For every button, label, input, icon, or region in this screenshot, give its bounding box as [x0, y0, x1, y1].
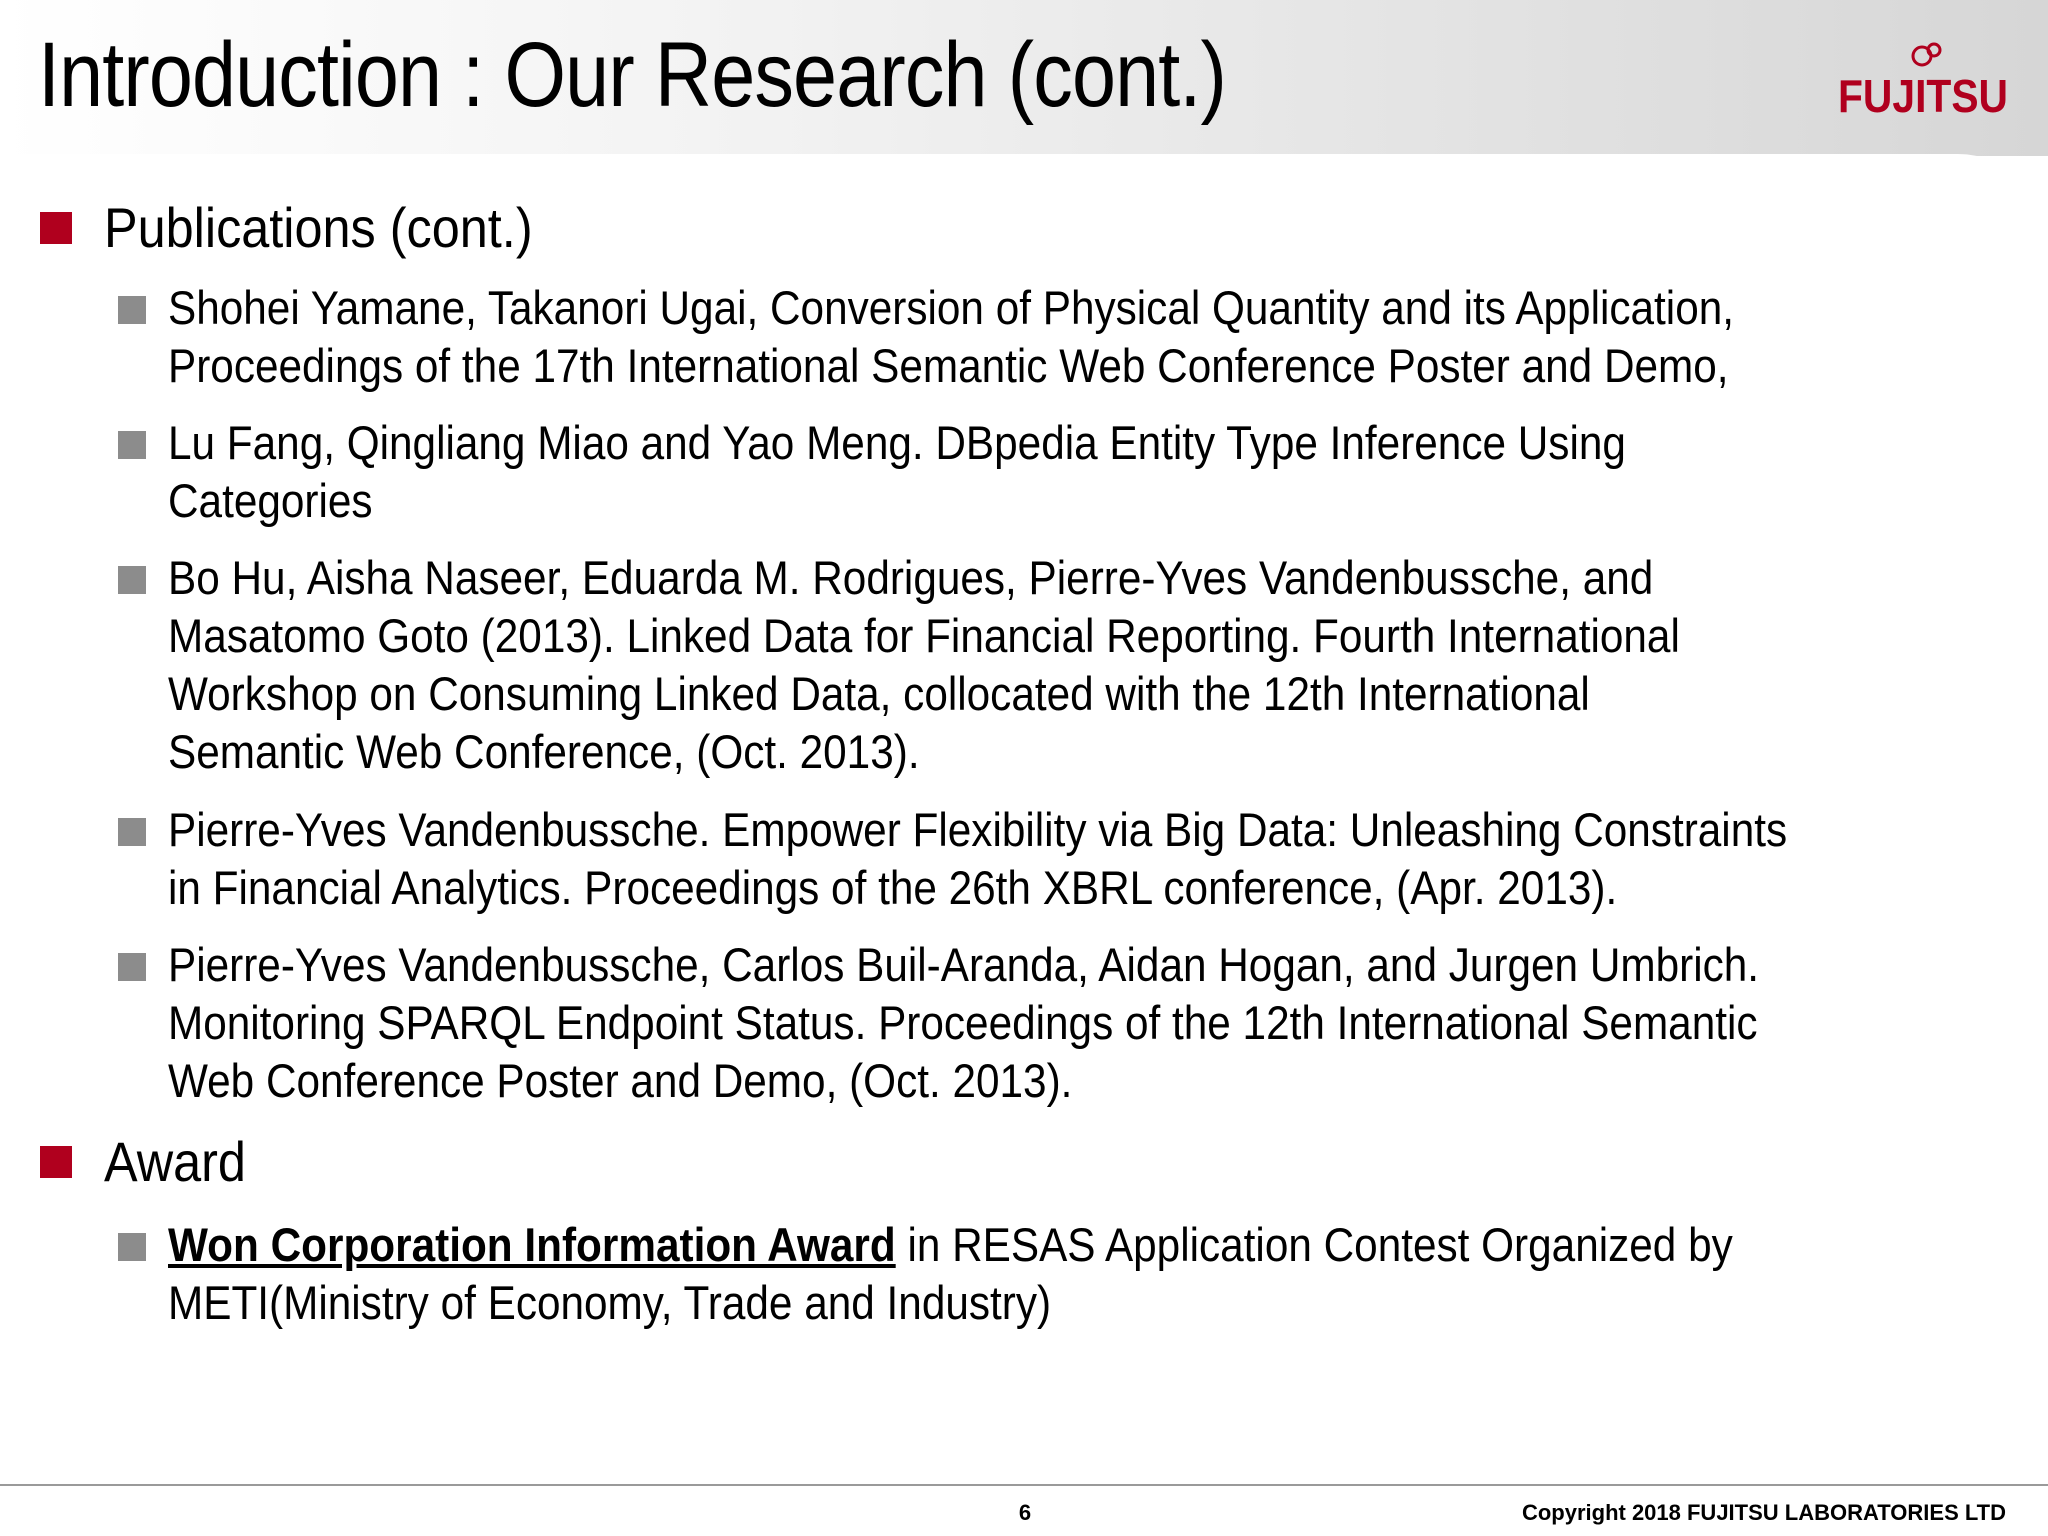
- gray-bullet-icon: [118, 1233, 146, 1261]
- publication-line: Monitoring SPARQL Endpoint Status. Proceedings of the 12th International Semantic: [168, 996, 1758, 1049]
- gray-bullet-icon: [118, 953, 146, 981]
- copyright-notice: Copyright 2018 FUJITSU LABORATORIES LTD: [1521, 1500, 2006, 1525]
- fujitsu-logo-wordmark: FUJITSU: [1838, 70, 2008, 122]
- award-title: Won Corporation Information Award: [168, 1218, 896, 1271]
- publication-line: Categories: [168, 474, 373, 527]
- publication-item: [118, 549, 2018, 781]
- award-item: [118, 1216, 2018, 1332]
- page-number: 6: [1018, 1500, 1032, 1525]
- footer-divider: [0, 1484, 2048, 1486]
- section-heading: Award: [104, 1130, 246, 1193]
- award-line: [168, 1216, 1733, 1274]
- publication-line: Semantic Web Conference, (Oct. 2013).: [168, 725, 920, 778]
- gray-bullet-icon: [118, 431, 146, 459]
- publication-line: Workshop on Consuming Linked Data, collocated with the 12th International: [168, 667, 1590, 720]
- fujitsu-logo: [1838, 40, 2018, 130]
- slide-title: Introduction : Our Research (cont.): [38, 24, 1226, 126]
- gray-bullet-icon: [118, 818, 146, 846]
- publication-item: [118, 279, 2018, 395]
- red-bullet-icon: [40, 212, 72, 244]
- section-heading: Publications (cont.): [104, 196, 533, 259]
- gray-bullet-icon: [118, 296, 146, 324]
- publication-line: Pierre-Yves Vandenbussche, Carlos Buil-Aranda, Aidan Hogan, and Jurgen Umbrich.: [168, 938, 1760, 991]
- publication-item: [118, 414, 2018, 530]
- red-bullet-icon: [40, 1146, 72, 1178]
- publication-line: Masatomo Goto (2013). Linked Data for Financial Reporting. Fourth International: [168, 609, 1680, 662]
- publication-item: [118, 936, 2018, 1110]
- gray-bullet-icon: [118, 566, 146, 594]
- award-line: METI(Ministry of Economy, Trade and Industry): [168, 1276, 1052, 1329]
- publication-line: Proceedings of the 17th International Semantic Web Conference Poster and Demo,: [168, 339, 1729, 392]
- section-award: [40, 1127, 262, 1197]
- publication-line: Bo Hu, Aisha Naseer, Eduarda M. Rodrigues, Pierre-Yves Vandenbussche, and: [168, 551, 1654, 604]
- publication-line: Shohei Yamane, Takanori Ugai, Conversion of Physical Quantity and its Application,: [168, 281, 1735, 334]
- publication-line: Web Conference Poster and Demo, (Oct. 2013).: [168, 1054, 1073, 1107]
- award-description: in RESAS Application Contest Organized by: [895, 1218, 1733, 1271]
- publication-line: Pierre-Yves Vandenbussche. Empower Flexibility via Big Data: Unleashing Constraints: [168, 803, 1788, 856]
- fujitsu-logo-mark: [1838, 40, 2018, 130]
- section-publications: [40, 193, 580, 263]
- publication-line: in Financial Analytics. Proceedings of the 26th XBRL conference, (Apr. 2013).: [168, 861, 1618, 914]
- publication-line: Lu Fang, Qingliang Miao and Yao Meng. DBpedia Entity Type Inference Using: [168, 416, 1626, 469]
- publication-item: [118, 801, 2018, 917]
